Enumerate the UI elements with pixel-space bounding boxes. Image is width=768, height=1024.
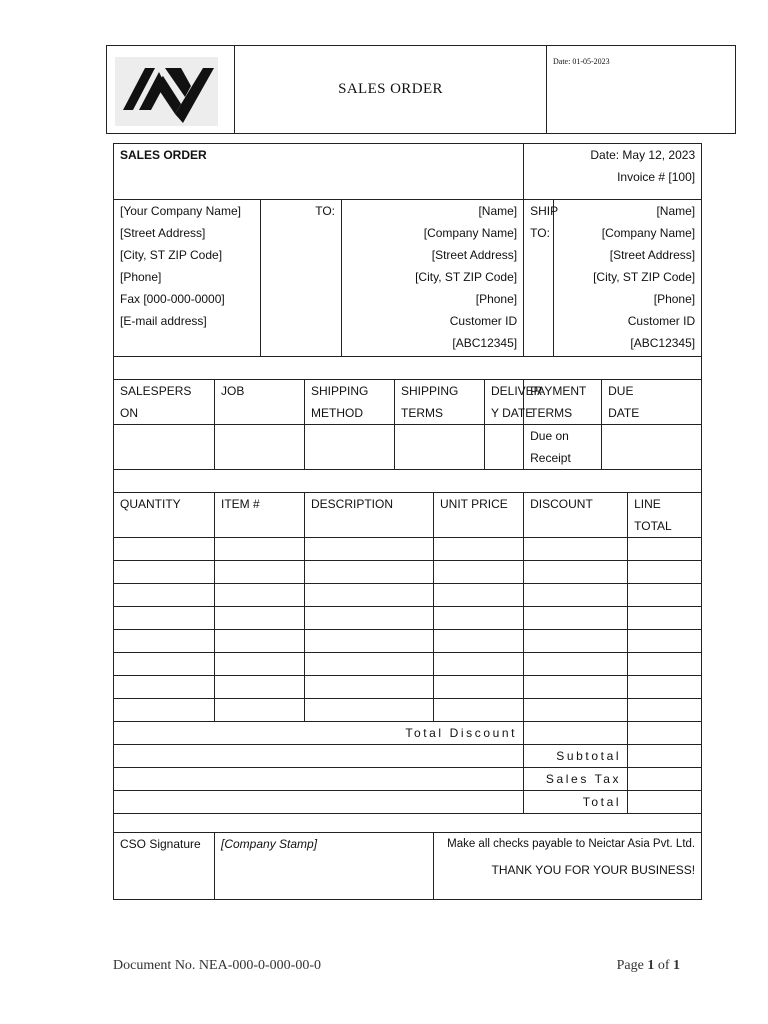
col-unit-price: UNIT PRICE: [434, 493, 524, 538]
invoice-number: Invoice # [100]: [617, 170, 696, 184]
salesperson-field[interactable]: [114, 425, 215, 470]
ship-name: [Name]: [656, 204, 696, 218]
document-number: Document No. NEA-000-0-000-00-0: [113, 958, 322, 973]
order-info-header-row: [114, 380, 702, 425]
ship-label-line2: TO:: [530, 226, 550, 240]
seller-address: [114, 200, 261, 357]
sales-tax-value[interactable]: [628, 768, 702, 791]
to-customer-id: [ABC12345]: [452, 336, 518, 350]
ship-label-line1: SHIP: [530, 204, 559, 218]
total-value[interactable]: [628, 791, 702, 814]
table-row: [114, 607, 702, 630]
header-job: JOB: [215, 380, 305, 425]
subtotal-label: Subtotal: [524, 745, 628, 768]
thank-you-note: THANK YOU FOR YOUR BUSINESS!: [491, 863, 696, 877]
col-line-total: LINE TOTAL: [628, 493, 702, 538]
date-invoice-cell: [524, 144, 702, 200]
table-row: [114, 653, 702, 676]
spacer-row: [114, 470, 702, 493]
to-phone: [Phone]: [475, 292, 518, 306]
order-date: Date: May 12, 2023: [590, 148, 696, 162]
logo-cell: [107, 46, 235, 133]
total-discount-value[interactable]: [524, 722, 628, 745]
seller-email: [E-mail address]: [120, 314, 207, 328]
title-row: [114, 144, 702, 200]
seller-city: [City, ST ZIP Code]: [120, 248, 223, 262]
header-delivery-date: DELIVER Y DATE: [485, 380, 524, 425]
signature-row: [114, 833, 702, 900]
total-discount-row: [114, 722, 702, 745]
table-row: [114, 699, 702, 722]
header-due-date: DUE DATE: [602, 380, 702, 425]
header-payment-terms: PAYMENT TERMS: [524, 380, 602, 425]
total-discount-line[interactable]: [628, 722, 702, 745]
cso-signature-label: CSO Signature: [114, 833, 215, 900]
page-number: Page 1 of 1: [616, 958, 680, 973]
order-info-value-row: [114, 425, 702, 470]
due-date-field[interactable]: [602, 425, 702, 470]
spacer-row: [114, 814, 702, 833]
to-street: [Street Address]: [431, 248, 518, 262]
job-field[interactable]: [215, 425, 305, 470]
ship-phone: [Phone]: [653, 292, 696, 306]
checks-payable-note: Make all checks payable to Neictar Asia Pvt. Ltd.: [447, 838, 696, 850]
ship-to-address: [554, 200, 702, 357]
subtotal-row: [114, 745, 702, 768]
table-row: [114, 538, 702, 561]
table-row: [114, 584, 702, 607]
table-row: [114, 561, 702, 584]
bill-to-address: [342, 200, 524, 357]
sales-tax-row: [114, 768, 702, 791]
total-row: [114, 791, 702, 814]
subtotal-value[interactable]: [628, 745, 702, 768]
ship-to-label: [524, 200, 559, 357]
total-label: Total: [524, 791, 628, 814]
sales-tax-label: Sales Tax: [524, 768, 628, 791]
seller-phone: [Phone]: [120, 270, 162, 284]
table-row: [114, 676, 702, 699]
company-logo: [115, 57, 218, 126]
header-shipping-terms: SHIPPING TERMS: [395, 380, 485, 425]
to-company: [Company Name]: [423, 226, 518, 240]
table-row: [114, 630, 702, 653]
seller-company: [Your Company Name]: [120, 204, 241, 218]
document-header: [106, 45, 736, 134]
items-header-row: [114, 493, 702, 538]
seller-fax: Fax [000-000-0000]: [120, 292, 225, 306]
header-salesperson: SALESPERS ON: [114, 380, 215, 425]
to-name: [Name]: [478, 204, 518, 218]
to-customer-id-label: Customer ID: [449, 314, 518, 328]
sales-order-form: [113, 143, 702, 900]
ship-company: [Company Name]: [601, 226, 696, 240]
col-description: DESCRIPTION: [305, 493, 434, 538]
form-title: SALES ORDER: [114, 144, 524, 200]
header-shipping-method: SHIPPING METHOD: [305, 380, 395, 425]
ship-street: [Street Address]: [609, 248, 696, 262]
payment-note-cell: [434, 833, 702, 900]
to-label: TO:: [261, 200, 342, 357]
shipping-method-field[interactable]: [305, 425, 395, 470]
spacer-row: [114, 357, 702, 380]
ship-customer-id: [ABC12345]: [630, 336, 696, 350]
ship-city: [City, ST ZIP Code]: [593, 270, 696, 284]
address-row: [114, 200, 702, 357]
logo-mark-icon: [115, 57, 218, 126]
header-title: SALES ORDER: [235, 46, 547, 133]
company-stamp-area: [Company Stamp]: [215, 833, 434, 900]
col-item-number: ITEM #: [215, 493, 305, 538]
col-discount: DISCOUNT: [524, 493, 628, 538]
payment-terms-field: Due on Receipt: [524, 425, 602, 470]
delivery-date-field[interactable]: [485, 425, 524, 470]
total-discount-label: Total Discount: [114, 722, 524, 745]
shipping-terms-field[interactable]: [395, 425, 485, 470]
header-date: Date: 01-05-2023: [553, 57, 610, 66]
ship-customer-id-label: Customer ID: [627, 314, 696, 328]
to-city: [City, ST ZIP Code]: [415, 270, 518, 284]
col-quantity: QUANTITY: [114, 493, 215, 538]
seller-street: [Street Address]: [120, 226, 206, 240]
